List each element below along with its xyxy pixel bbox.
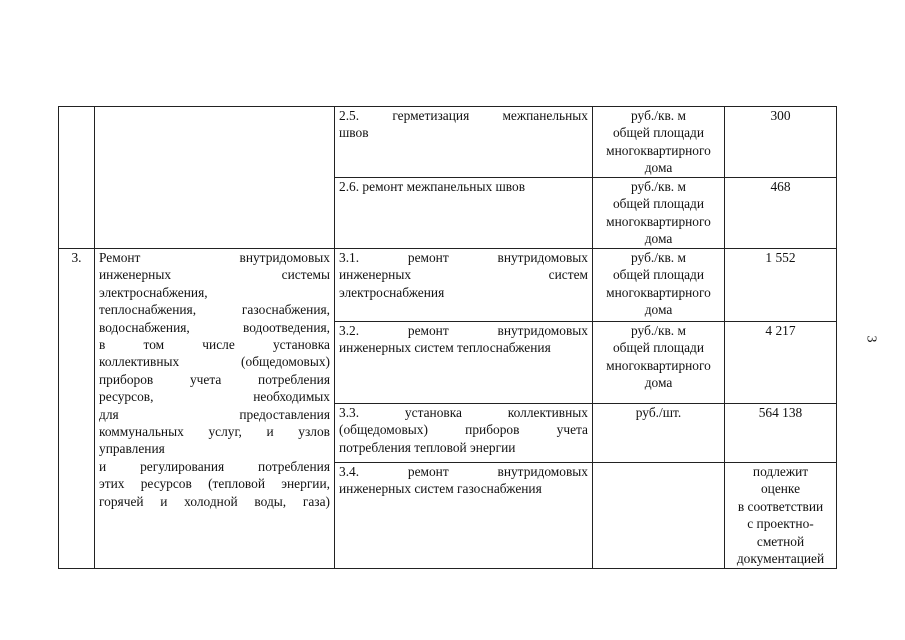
- price-cell: [725, 404, 837, 463]
- section-number: 3.: [71, 250, 82, 265]
- work-line: 2.6. ремонт межпанельных швов: [339, 179, 526, 194]
- page-number: 3: [863, 335, 879, 343]
- unit-line: руб./кв. м: [631, 250, 686, 265]
- unit-line: общей площади: [612, 125, 705, 141]
- work-description-cell: [335, 322, 593, 404]
- price-cell: [725, 107, 837, 178]
- price-note-line: сметной: [756, 533, 805, 549]
- unit-cell: [593, 249, 725, 322]
- unit-line: общей площади: [612, 340, 705, 356]
- work-line: инженерных систем газоснабжения: [339, 481, 542, 497]
- row-number-cell: [59, 107, 95, 249]
- unit-line: дома: [644, 375, 673, 391]
- unit-line: многоквартирного: [606, 357, 711, 373]
- unit-line: многоквартирного: [606, 213, 711, 229]
- work-type-line: этих ресурсов (тепловой энергии,: [99, 476, 330, 492]
- work-type-line: в том числе установка: [99, 337, 330, 353]
- price-note-line: подлежит: [752, 464, 809, 479]
- work-type-line: теплоснабжения, газоснабжения,: [99, 302, 330, 318]
- unit-line: общей площади: [612, 267, 705, 283]
- unit-line: руб./кв. м: [631, 108, 686, 123]
- work-line: 2.5. герметизация межпанельных: [339, 108, 588, 123]
- work-type-line: коллективных (общедомовых): [99, 354, 330, 370]
- price-note-line: документацией: [736, 551, 825, 567]
- work-line: (общедомовых) приборов учета: [339, 422, 588, 438]
- price-value: 564 138: [758, 405, 803, 420]
- rates-table: [58, 106, 837, 569]
- work-line: швов: [339, 125, 369, 141]
- unit-cell: [593, 107, 725, 178]
- price-note-line: с проектно-: [747, 516, 814, 532]
- unit-cell: [593, 404, 725, 463]
- work-line: 3.2. ремонт внутридомовых: [339, 323, 588, 338]
- work-type-cell: [95, 107, 335, 249]
- unit-line: многоквартирного: [606, 142, 711, 158]
- work-type-line: электроснабжения,: [99, 284, 208, 300]
- unit-cell: [593, 463, 725, 569]
- unit-cell: [593, 178, 725, 249]
- unit-line: руб./кв. м: [631, 323, 686, 338]
- unit-line: дома: [644, 231, 673, 247]
- unit-line: общей площади: [612, 196, 705, 212]
- table-row: [59, 249, 837, 322]
- price-value: 1 552: [765, 250, 796, 265]
- unit-line: дома: [644, 160, 673, 176]
- row-number-cell: [59, 249, 95, 569]
- work-line: инженерных систем теплоснабжения: [339, 340, 551, 356]
- unit-line: дома: [644, 302, 673, 318]
- work-line: 3.4. ремонт внутридомовых: [339, 464, 588, 479]
- work-type-line: Ремонт внутридомовых: [99, 250, 330, 265]
- unit-line: многоквартирного: [606, 284, 711, 300]
- price-value: 300: [770, 108, 791, 123]
- work-type-line: инженерных системы: [99, 267, 330, 283]
- work-description-cell: [335, 404, 593, 463]
- unit-cell: [593, 322, 725, 404]
- work-line: инженерных систем: [339, 267, 588, 283]
- work-type-line: водоснабжения, водоотведения,: [99, 319, 330, 335]
- price-cell: [725, 322, 837, 404]
- price-cell: [725, 249, 837, 322]
- work-type-line: ресурсов, необходимых: [99, 389, 330, 405]
- price-value: 4 217: [765, 323, 796, 338]
- work-description-cell: [335, 178, 593, 249]
- work-line: 3.1. ремонт внутридомовых: [339, 250, 588, 265]
- work-line: 3.3. установка коллективных: [339, 405, 588, 420]
- price-note-line: в соответствии: [737, 498, 824, 514]
- price-cell: [725, 178, 837, 249]
- work-description-cell: [335, 249, 593, 322]
- work-line: электроснабжения: [339, 284, 445, 300]
- table-row: [59, 107, 837, 178]
- work-description-cell: [335, 107, 593, 178]
- price-note-line: оценке: [760, 481, 801, 497]
- unit-line: руб./кв. м: [631, 179, 686, 194]
- price-cell: [725, 463, 837, 569]
- price-value: 468: [770, 179, 791, 194]
- work-type-line: управления: [99, 441, 165, 457]
- work-type-cell: [95, 249, 335, 569]
- unit-line: руб./шт.: [635, 405, 682, 420]
- work-type-line: коммунальных услуг, и узлов: [99, 424, 330, 440]
- work-description-cell: [335, 463, 593, 569]
- work-type-line: для предоставления: [99, 406, 330, 422]
- work-type-line: и регулирования потребления: [99, 458, 330, 474]
- work-type-line: приборов учета потребления: [99, 371, 330, 387]
- work-line: потребления тепловой энергии: [339, 439, 516, 455]
- work-type-line: горячей и холодной воды, газа): [99, 493, 330, 509]
